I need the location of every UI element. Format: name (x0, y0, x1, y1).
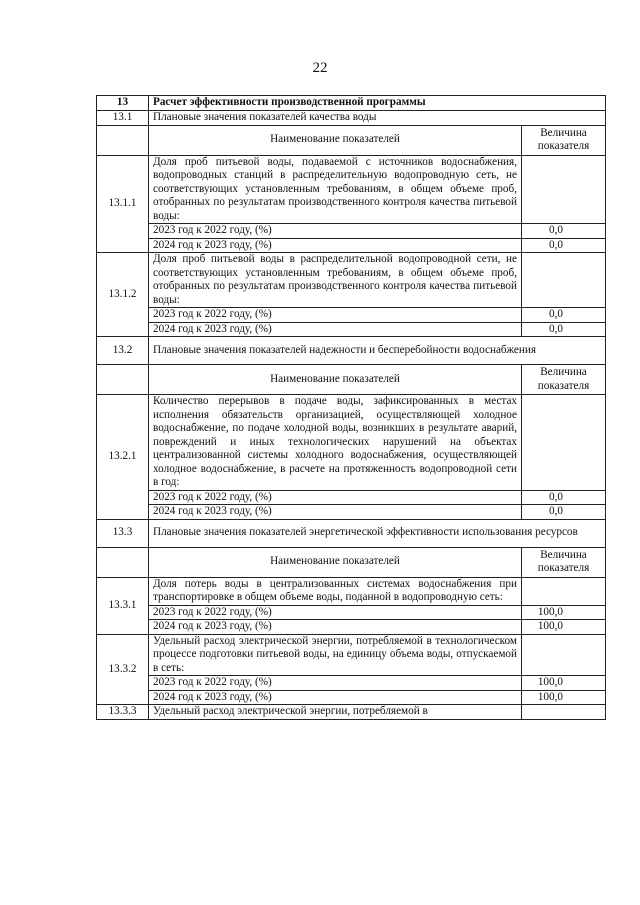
period-label: 2023 год к 2022 году, (%) (149, 676, 522, 691)
group-title: Плановые значения показателей надежности и бесперебойности водоснабжения (149, 337, 606, 365)
indicator-row (97, 705, 606, 720)
group-title: Плановые значения показателей энергетической эффективности использования ресурсов (149, 519, 606, 547)
efficiency-table (96, 95, 606, 720)
indicator-number: 13.3.2 (97, 634, 149, 705)
period-value: 100,0 (522, 605, 606, 620)
period-label: 2024 год к 2023 году, (%) (149, 322, 522, 337)
period-label: 2024 год к 2023 году, (%) (149, 620, 522, 635)
period-value: 100,0 (522, 620, 606, 635)
header-value: Величина показателя (522, 365, 606, 395)
indicator-description: Доля проб питьевой воды в распределительной водопроводной сети, не соответствующих установленным требованиям, в общем объеме проб, отобранных по результатам производственного контроля качества питьевой воды: (149, 253, 522, 308)
period-row (97, 605, 606, 620)
header-value: Величина показателя (522, 547, 606, 577)
period-value: 0,0 (522, 238, 606, 253)
header-row (97, 365, 606, 395)
indicator-value-empty (522, 395, 606, 491)
period-row (97, 308, 606, 323)
table-body (97, 96, 606, 720)
group-row (97, 519, 606, 547)
header-name: Наименование показателей (149, 125, 522, 155)
indicator-number: 13.3.1 (97, 577, 149, 634)
period-label: 2024 год к 2023 году, (%) (149, 238, 522, 253)
section-number: 13 (97, 96, 149, 111)
period-label: 2023 год к 2022 году, (%) (149, 308, 522, 323)
indicator-value-empty (522, 634, 606, 676)
group-row (97, 111, 606, 126)
indicator-description: Доля потерь воды в централизованных системах водоснабжения при транспортировке в общем объеме воды, поданной в водопроводную сеть: (149, 577, 522, 605)
indicator-number: 13.1.2 (97, 253, 149, 337)
period-label: 2023 год к 2022 году, (%) (149, 605, 522, 620)
header-row (97, 125, 606, 155)
header-value: Величина показателя (522, 125, 606, 155)
period-value: 0,0 (522, 224, 606, 239)
header-empty-cell (97, 125, 149, 155)
period-row (97, 505, 606, 520)
group-title: Плановые значения показателей качества воды (149, 111, 606, 126)
header-empty-cell (97, 547, 149, 577)
header-name: Наименование показателей (149, 547, 522, 577)
indicator-description: Удельный расход электрической энергии, потребляемой в технологическом процессе подготовки питьевой воды, на единицу объема воды, отпускаемой в сеть: (149, 634, 522, 676)
indicator-value-empty (522, 253, 606, 308)
indicator-number: 13.3.3 (97, 705, 149, 720)
period-value: 0,0 (522, 490, 606, 505)
indicator-description: Удельный расход электрической энергии, потребляемой в (149, 705, 522, 720)
group-number: 13.3 (97, 519, 149, 547)
period-row (97, 224, 606, 239)
indicator-row (97, 577, 606, 605)
period-value: 0,0 (522, 308, 606, 323)
period-row (97, 690, 606, 705)
period-value: 0,0 (522, 322, 606, 337)
indicator-row (97, 634, 606, 676)
indicator-row (97, 395, 606, 491)
header-row (97, 547, 606, 577)
indicator-value-empty (522, 155, 606, 224)
indicator-row (97, 253, 606, 308)
group-number: 13.2 (97, 337, 149, 365)
indicator-row (97, 155, 606, 224)
group-number: 13.1 (97, 111, 149, 126)
period-value: 100,0 (522, 676, 606, 691)
period-value: 0,0 (522, 505, 606, 520)
group-row (97, 337, 606, 365)
period-row (97, 676, 606, 691)
period-row (97, 238, 606, 253)
indicator-description: Количество перерывов в подаче воды, зафиксированных в местах исполнения обязательств организацией, осуществляющей холодное водоснабжение, по подаче холодной воды, возникших в результате аварий, повреждений и иных технологических нарушений на объектах централизованной системы холодного водоснабжения, осуществляющей холодное водоснабжение, в расчете на протяженность водопроводной сети в год: (149, 395, 522, 491)
page-number: 22 (312, 60, 328, 76)
section-row (97, 96, 606, 111)
period-label: 2024 год к 2023 году, (%) (149, 690, 522, 705)
header-name: Наименование показателей (149, 365, 522, 395)
indicator-number: 13.2.1 (97, 395, 149, 520)
period-label: 2023 год к 2022 году, (%) (149, 490, 522, 505)
indicator-value-empty (522, 577, 606, 605)
indicator-number: 13.1.1 (97, 155, 149, 253)
period-label: 2024 год к 2023 году, (%) (149, 505, 522, 520)
section-title: Расчет эффективности производственной программы (149, 96, 606, 111)
period-value: 100,0 (522, 690, 606, 705)
indicator-value-empty (522, 705, 606, 720)
period-row (97, 322, 606, 337)
header-empty-cell (97, 365, 149, 395)
indicator-description: Доля проб питьевой воды, подаваемой с источников водоснабжения, водопроводных станций в распределительную водопроводную сеть, не соответствующих установленным требованиям, в общем объеме проб, отобранных по результатам производственного контроля качества питьевой воды: (149, 155, 522, 224)
period-row (97, 490, 606, 505)
period-row (97, 620, 606, 635)
period-label: 2023 год к 2022 году, (%) (149, 224, 522, 239)
